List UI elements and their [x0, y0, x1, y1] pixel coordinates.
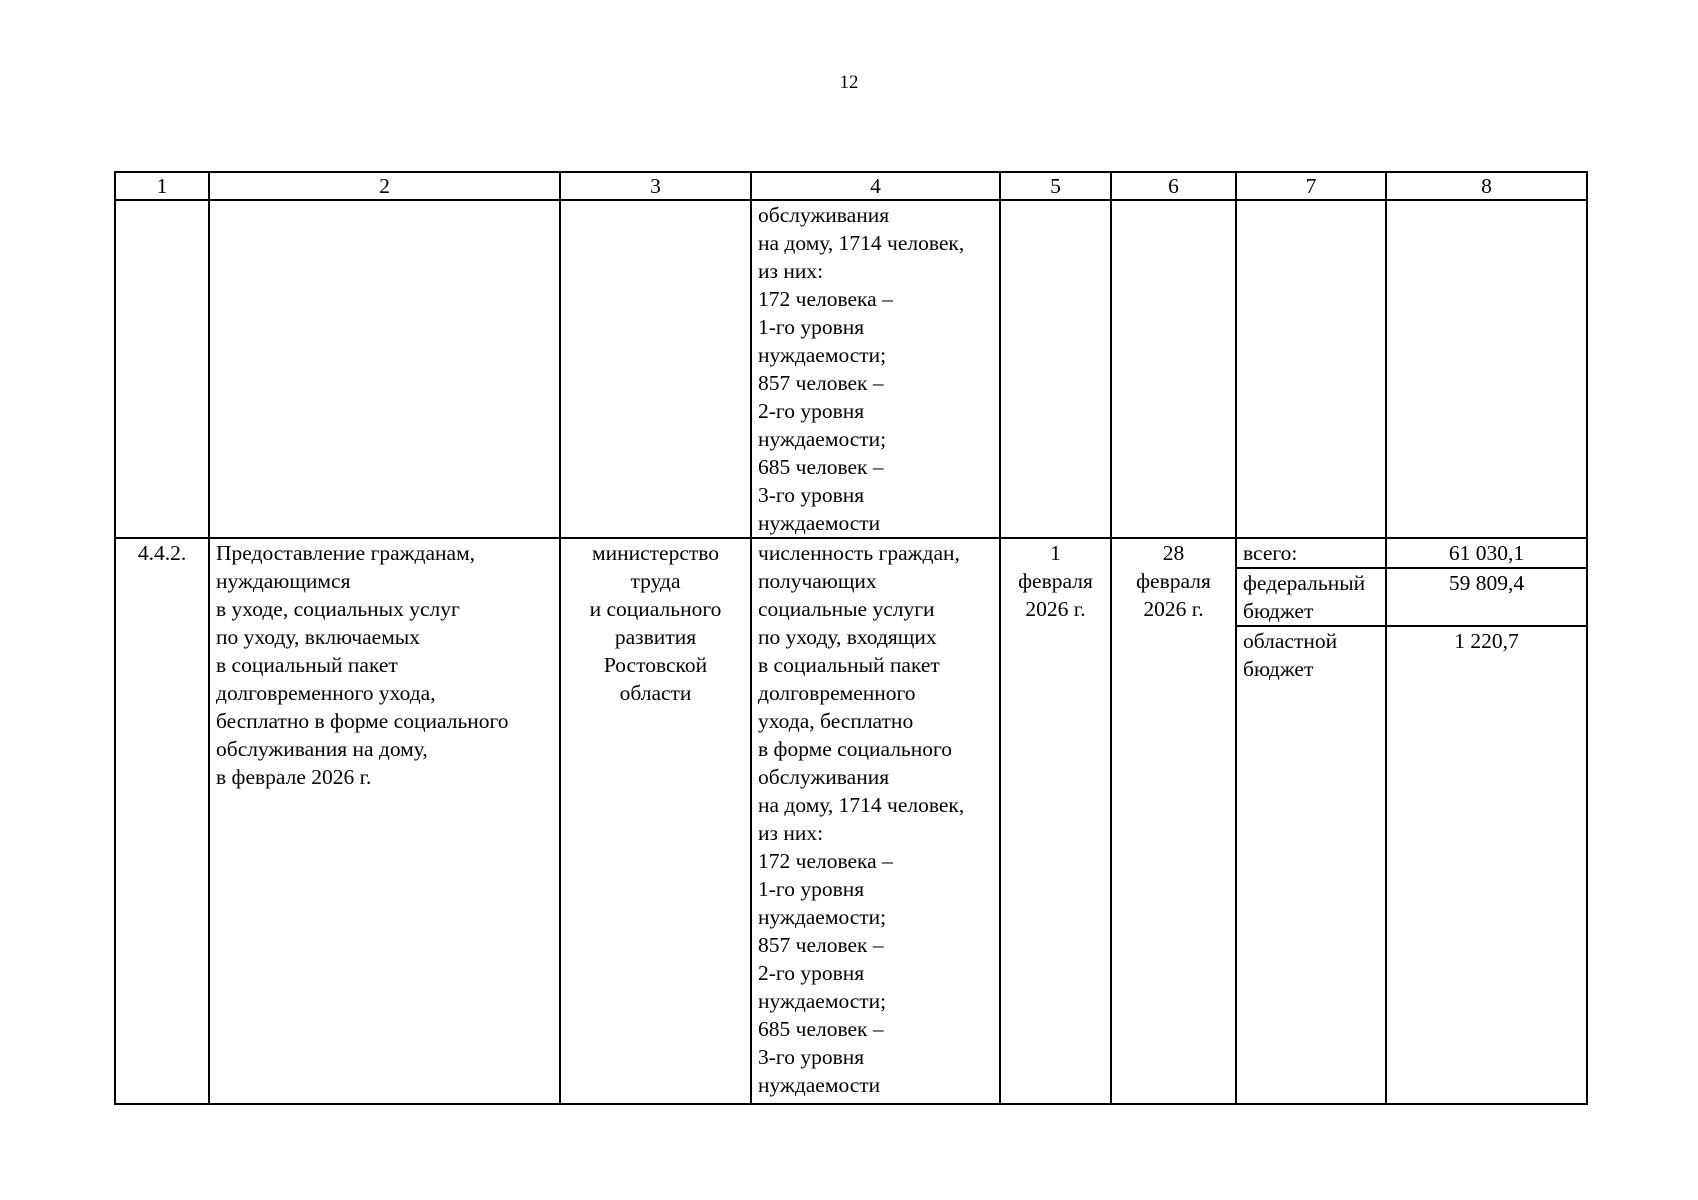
- text-line: получающих: [758, 569, 877, 593]
- funding-value-federal: 59 809,4: [1386, 568, 1587, 626]
- row-description: [216, 539, 553, 791]
- text-line: министерство: [591, 541, 720, 565]
- column-header: 2: [209, 172, 560, 200]
- text-line: 1-го уровня: [758, 877, 865, 901]
- text-line: 172 человека –: [758, 287, 893, 311]
- column-header: 6: [1111, 172, 1236, 200]
- text-line: нуждаемости;: [758, 989, 887, 1013]
- column-header: 4: [751, 172, 1000, 200]
- text-line: 1: [1050, 541, 1061, 565]
- text-line: Предоставление гражданам,: [216, 541, 476, 565]
- continuation-row: [115, 200, 1587, 538]
- row-indicator: [758, 539, 993, 1099]
- text-line: 3-го уровня: [758, 483, 865, 507]
- row-number: 4.4.2.: [115, 538, 209, 1104]
- text-line: в социальный пакет: [758, 653, 940, 677]
- funding-label-federal: [1236, 568, 1386, 626]
- text-line: из них:: [758, 821, 824, 845]
- text-line: нуждаемости: [758, 511, 881, 535]
- page-number: 12: [839, 72, 859, 93]
- column-header: 5: [1000, 172, 1111, 200]
- program-table: [114, 171, 1588, 1105]
- text-line: развития: [614, 625, 697, 649]
- text-line: 2-го уровня: [758, 399, 865, 423]
- row-start-date: [1007, 539, 1104, 623]
- cont-cell: [209, 200, 560, 538]
- text-line: февраля: [1136, 569, 1211, 593]
- column-header: 7: [1236, 172, 1386, 200]
- text-line: 3-го уровня: [758, 1045, 865, 1069]
- text-line: 857 человек –: [758, 371, 884, 395]
- text-line: 685 человек –: [758, 1017, 884, 1041]
- column-header: 3: [560, 172, 751, 200]
- row-executor-cell: [560, 538, 751, 1104]
- text-line: долговременного: [758, 681, 916, 705]
- cont-cell: [1386, 200, 1587, 538]
- text-line: 2026 г.: [1143, 597, 1204, 621]
- column-header: 8: [1386, 172, 1587, 200]
- row-description-cell: [209, 538, 560, 1104]
- text-line: 857 человек –: [758, 933, 884, 957]
- text-line: социальные услуги: [758, 597, 935, 621]
- cont-indicator-text: [758, 201, 993, 537]
- text-line: 2-го уровня: [758, 961, 865, 985]
- text-line: численность граждан,: [758, 541, 960, 565]
- text-line: долговременного ухода,: [216, 681, 436, 705]
- text-line: Ростовской: [603, 653, 708, 677]
- text-line: федеральный: [1243, 571, 1366, 595]
- text-line: на дому, 1714 человек,: [758, 231, 965, 255]
- text-line: в феврале 2026 г.: [216, 765, 372, 789]
- text-line: бюджет: [1243, 599, 1314, 623]
- text-line: обслуживания: [758, 765, 890, 789]
- table-row: [115, 538, 1587, 568]
- text-line: 1-го уровня: [758, 315, 865, 339]
- text-line: областной: [1243, 629, 1338, 653]
- text-line: по уходу, входящих: [758, 625, 937, 649]
- cont-cell: [1236, 200, 1386, 538]
- text-line: и социального: [589, 597, 722, 621]
- cont-cell: [1111, 200, 1236, 538]
- text-line: нуждаемости: [758, 1073, 881, 1097]
- text-line: области: [619, 681, 692, 705]
- cont-cell: [115, 200, 209, 538]
- text-line: обслуживания: [758, 203, 890, 227]
- text-line: 685 человек –: [758, 455, 884, 479]
- funding-label-total: [1236, 538, 1386, 568]
- text-line: 28: [1162, 541, 1185, 565]
- row-end-date: [1118, 539, 1229, 623]
- row-indicator-cell: [751, 538, 1000, 1104]
- text-line: всего:: [1243, 541, 1298, 565]
- text-line: по уходу, включаемых: [216, 625, 420, 649]
- cont-indicator-cell: [751, 200, 1000, 538]
- cont-cell: [1000, 200, 1111, 538]
- row-start-date-cell: [1000, 538, 1111, 1104]
- text-line: в социальный пакет: [216, 653, 398, 677]
- funding-label-regional: [1236, 626, 1386, 1104]
- text-line: в форме социального: [758, 737, 953, 761]
- row-end-date-cell: [1111, 538, 1236, 1104]
- text-line: 172 человека –: [758, 849, 893, 873]
- text-line: 2026 г.: [1025, 597, 1086, 621]
- text-line: нуждаемости;: [758, 343, 887, 367]
- text-line: бесплатно в форме социального: [216, 709, 509, 733]
- text-line: февраля: [1018, 569, 1093, 593]
- text-line: нуждающимся: [216, 569, 351, 593]
- text-line: труда: [630, 569, 681, 593]
- text-line: обслуживания на дому,: [216, 737, 428, 761]
- text-line: на дому, 1714 человек,: [758, 793, 965, 817]
- cont-cell: [560, 200, 751, 538]
- funding-value-total: 61 030,1: [1386, 538, 1587, 568]
- text-line: нуждаемости;: [758, 427, 887, 451]
- text-line: в уходе, социальных услуг: [216, 597, 460, 621]
- row-executor: [567, 539, 744, 707]
- funding-value-regional: 1 220,7: [1386, 626, 1587, 1104]
- column-header: 1: [115, 172, 209, 200]
- text-line: из них:: [758, 259, 824, 283]
- column-header-row: [115, 172, 1587, 200]
- text-line: бюджет: [1243, 657, 1314, 681]
- text-line: нуждаемости;: [758, 905, 887, 929]
- text-line: ухода, бесплатно: [758, 709, 914, 733]
